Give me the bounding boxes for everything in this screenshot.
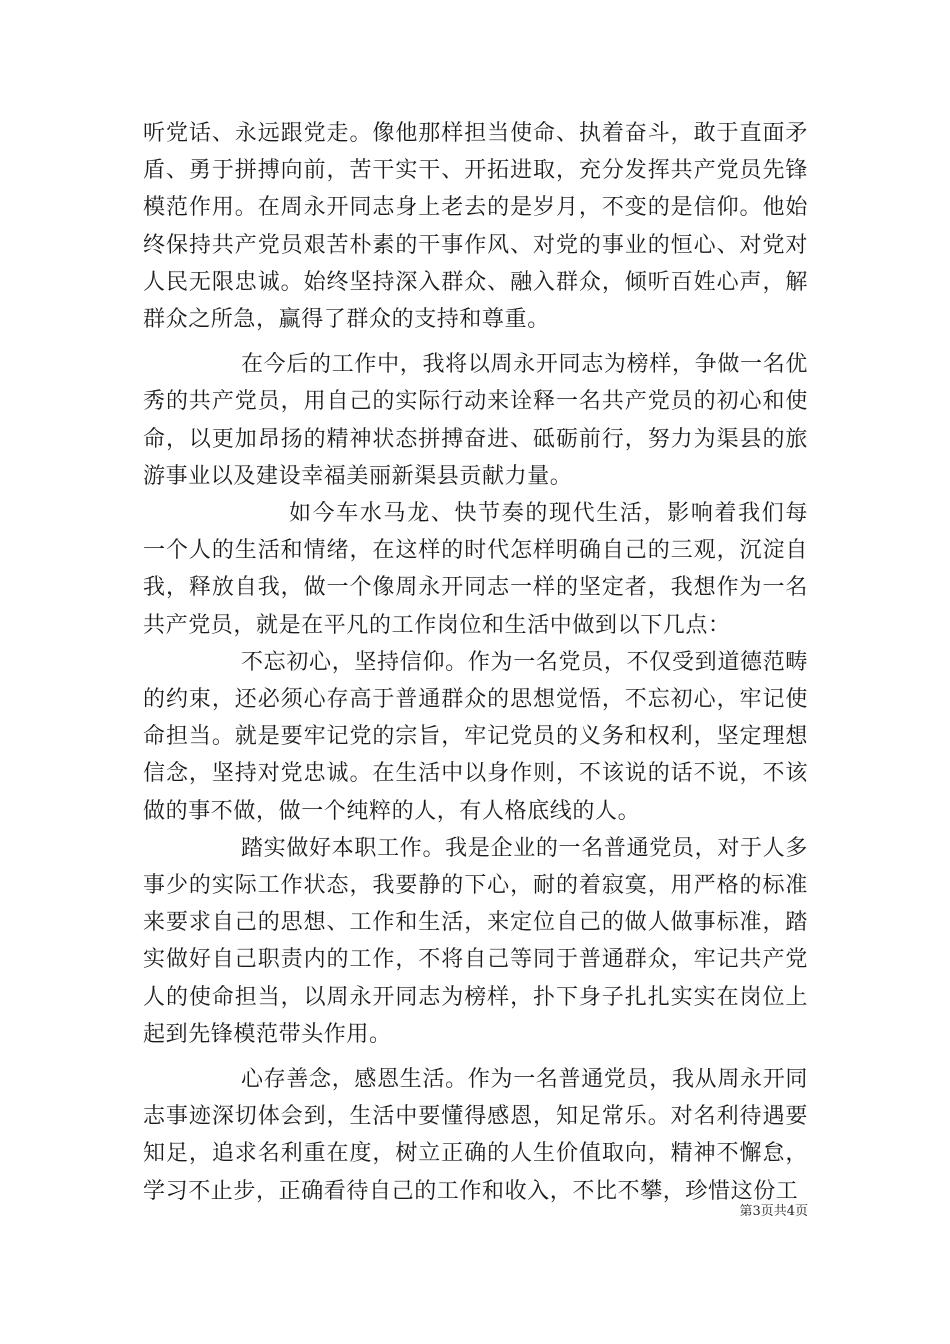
paragraph-modern-life: 如今车水马龙、快节奏的现代生活，影响着我们每一个人的生活和情绪，在这样的时代怎样明确自己的三观，沉淀自我，释放自我，做一个像周永开同志一样的坚定者，我想作为一名共产党员，就是在平凡的工作岗位和生活中做到以下几点： bbox=[143, 501, 808, 638]
paragraph-future-work: 在今后的工作中，我将以周永开同志为榜样，争做一名优秀的共产党员，用自己的实际行动来诠释一名共产党员的初心和使命，以更加昂扬的精神状态拼搏奋进、砥砺前行，努力为渠县的旅游事业以及建设幸福美丽新渠县贡献力量。 bbox=[143, 352, 808, 489]
page-number: 第3页共4页 bbox=[739, 1204, 808, 1219]
paragraph-original-aspiration: 不忘初心，坚持信仰。作为一名党员，不仅受到道德范畴的约束，还必须心存高于普通群众的思想觉悟，不忘初心，牢记使命担当。就是要牢记党的宗旨，牢记党员的义务和权利，坚定理想信念，坚持对党忠诚。在生活中以身作则，不该说的话不说，不该做的事不做，做一个纯粹的人，有人格底线的人。 bbox=[143, 649, 808, 824]
paragraph-continued: 听党话、永远跟党走。像他那样担当使命、执着奋斗，敢于直面矛盾、勇于拼搏向前，苦干实干、开拓进取，充分发挥共产党员先锋模范作用。在周永开同志身上老去的是岁月，不变的是信仰。他始终保持共产党员艰苦朴素的干事作风、对党的事业的恒心、对党对人民无限忠诚。始终坚持深入群众、融入群众，倾听百姓心声，解群众之所急，赢得了群众的支持和尊重。 bbox=[143, 121, 808, 333]
document-body bbox=[143, 115, 808, 1210]
paragraph-gratitude: 心存善念，感恩生活。作为一名普通党员，我从周永开同志事迹深切体会到，生活中要懂得感恩，知足常乐。对名利待遇要知足，追求名利重在度，树立正确的人生价值取向，精神不懈怠，学习不止步，正确看待自己的工作和收入，不比不攀，珍惜这份工 bbox=[143, 1067, 808, 1204]
paragraph-duty: 踏实做好本职工作。我是企业的一名普通党员，对于人多事少的实际工作状态，我要静的下心，耐的着寂寞，用严格的标准来要求自己的思想、工作和生活，来定位自己的做人做事标准，踏实做好自己职责内的工作，不将自己等同于普通群众，牢记共产党人的使命担当，以周永开同志为榜样，扑下身子扎扎实实在岗位上起到先锋模范带头作用。 bbox=[143, 835, 808, 1047]
